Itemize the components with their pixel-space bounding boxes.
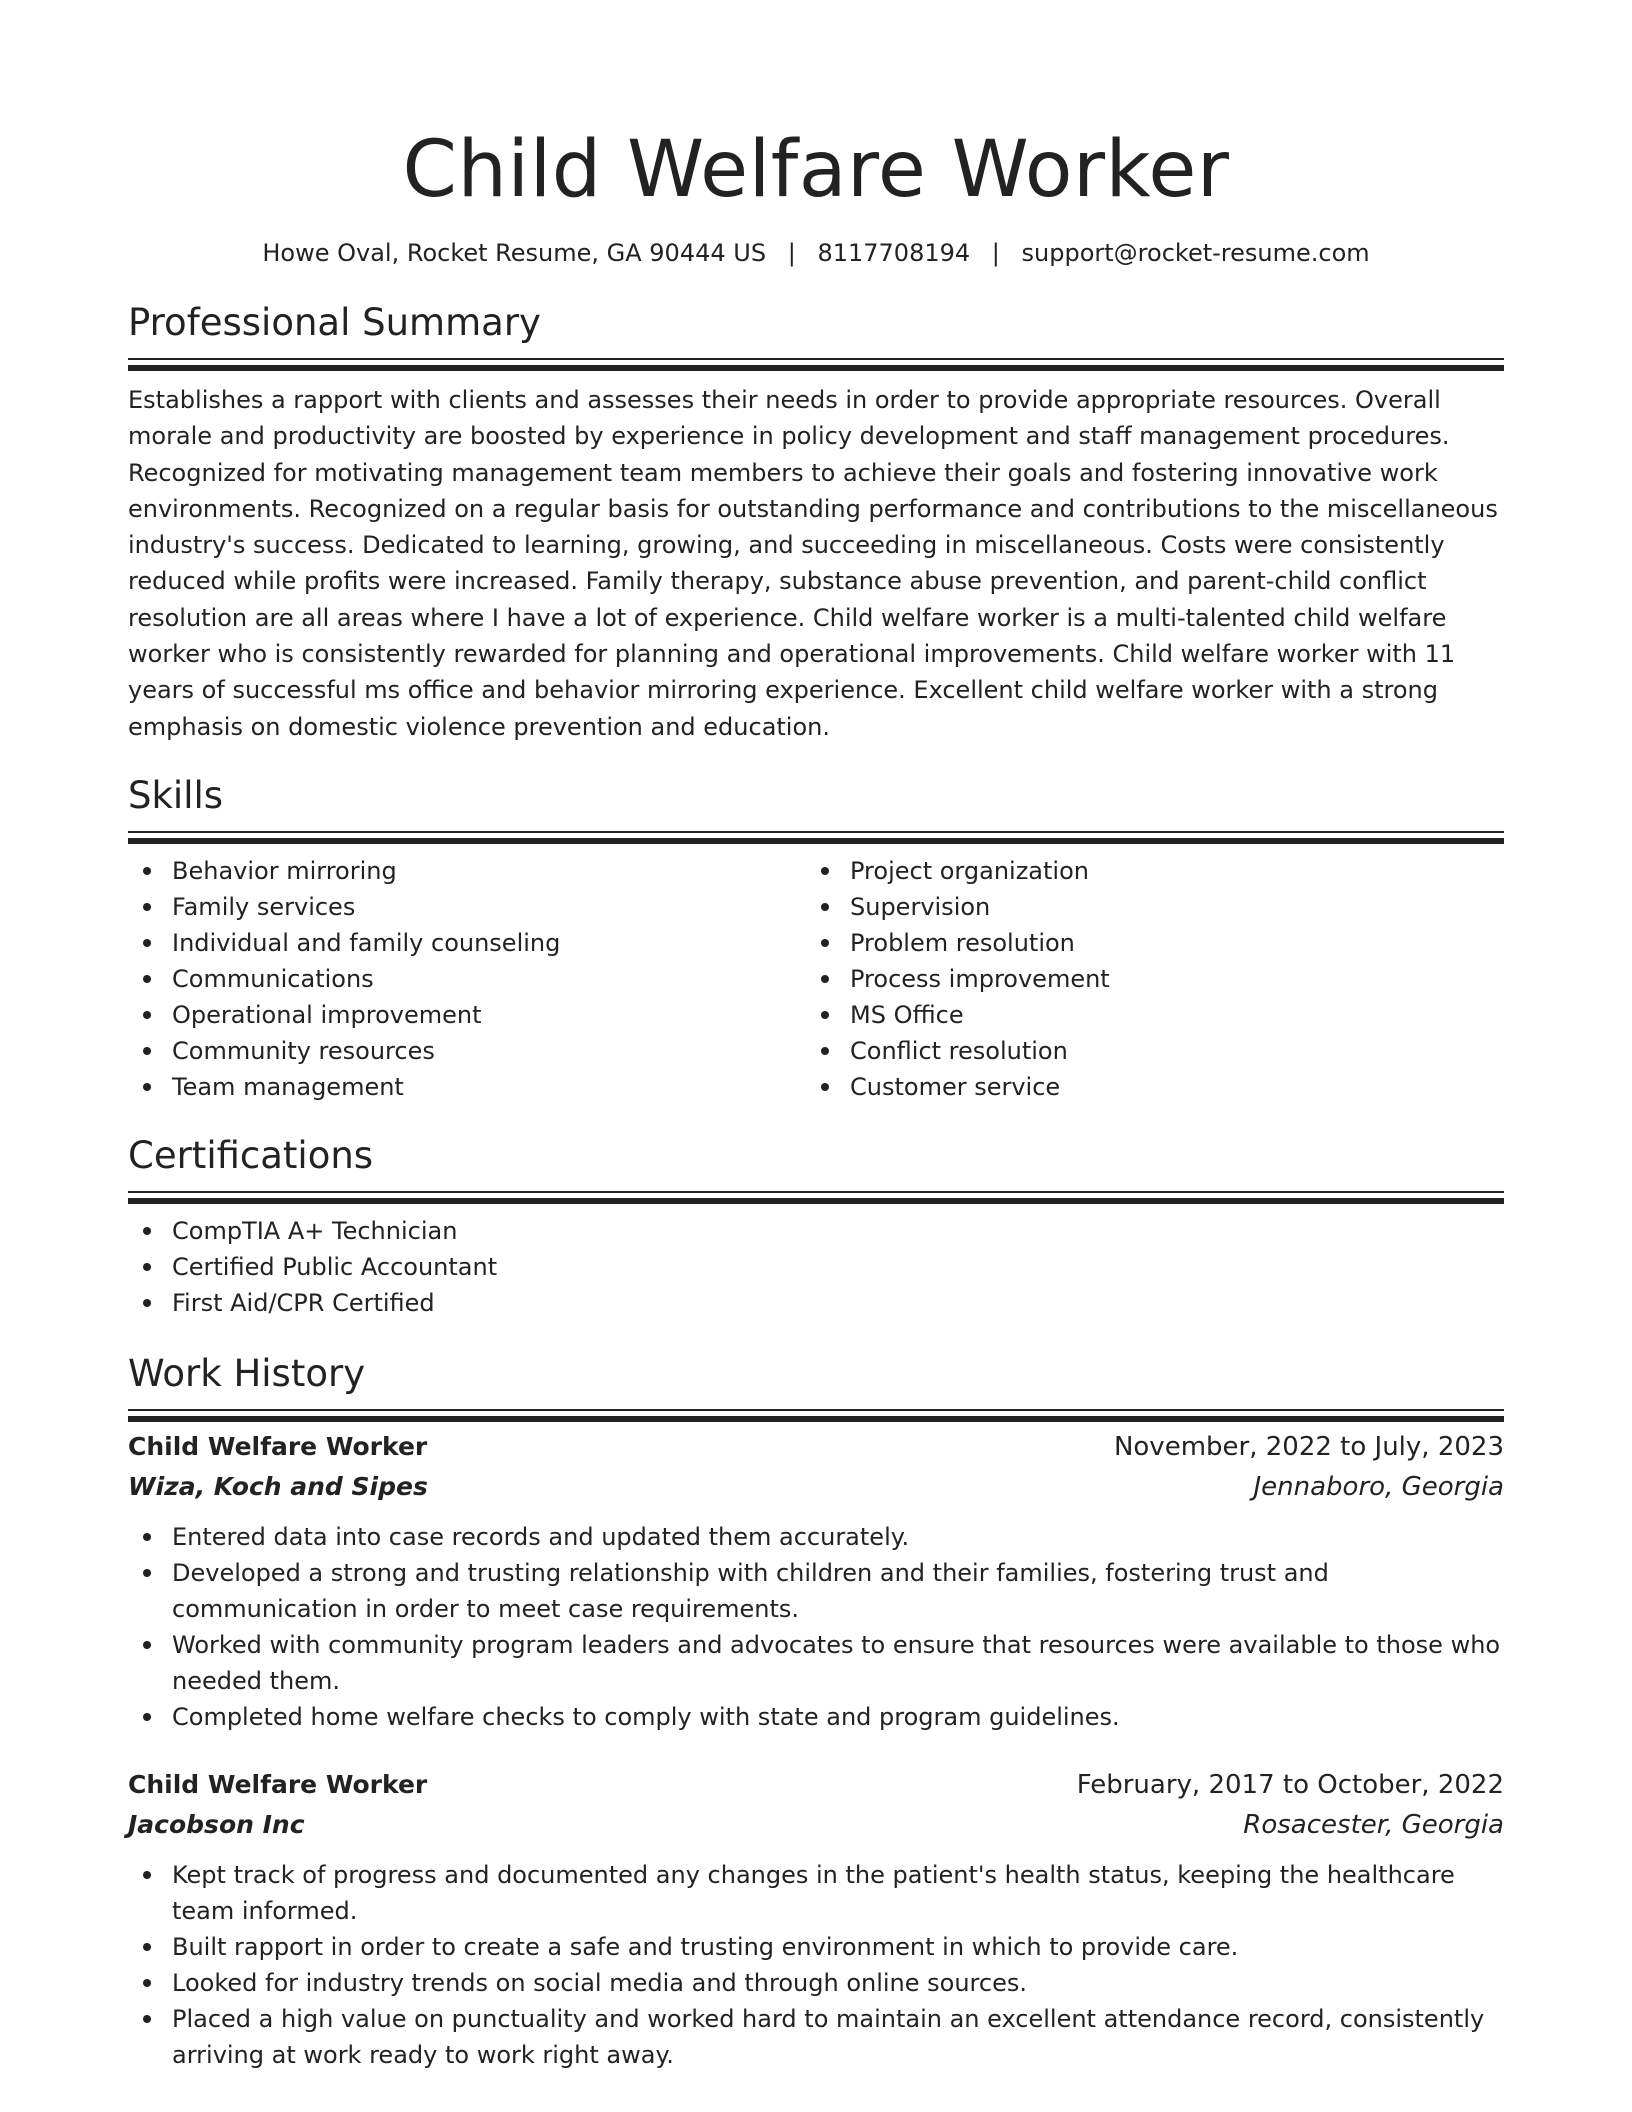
certifications-list: [128, 1213, 1504, 1321]
job-dates: February, 2017 to October, 2022: [1076, 1769, 1504, 1800]
job-header: [128, 1427, 1504, 1467]
section-divider: [128, 1409, 1504, 1423]
skill-item: Family services: [128, 889, 806, 925]
skill-item: Behavior mirroring: [128, 853, 806, 889]
skill-item: Problem resolution: [806, 925, 1484, 961]
candidate-name: Child Welfare Worker: [402, 125, 1230, 215]
job-entry: [128, 1427, 1504, 1735]
contact-phone[interactable]: 8117708194: [817, 239, 971, 267]
section-title-summary: Professional Summary: [128, 301, 541, 344]
skills-grid: [128, 853, 1504, 1105]
job-title: Child Welfare Worker: [128, 1769, 428, 1799]
section-divider: [128, 1191, 1504, 1205]
skill-item: Conflict resolution: [806, 1033, 1484, 1069]
job-duty-item: Kept track of progress and documented any changes in the patient's health status, keeping the healthcare team informed.: [128, 1857, 1504, 1929]
work-history-section: [128, 1351, 1504, 2073]
certification-item: CompTIA A+ Technician: [128, 1213, 1504, 1249]
job-duty-item: Placed a high value on punctuality and worked hard to maintain an excellent attendance record, consistently arriving at work ready to work right away.: [128, 2001, 1504, 2073]
certifications-section: [128, 1133, 1504, 1321]
job-subheader: [128, 1467, 1504, 1507]
job-company: Wiza, Koch and Sipes: [128, 1471, 428, 1501]
job-title: Child Welfare Worker: [128, 1431, 428, 1461]
job-duty-item: Looked for industry trends on social media and through online sources.: [128, 1965, 1504, 2001]
summary-text: Establishes a rapport with clients and assesses their needs in order to provide appropriate resources. Overall morale and productivity are boosted by experience in policy development and staff management procedures. Recognized for motivating management team members to achieve their goals and fostering innovative work environments. Recognized on a regular basis for outstanding performance and contributions to the miscellaneous industry's success. Dedicated to learning, growing, and succeeding in miscellaneous. Costs were consistently reduced while profits were increased. Family therapy, substance abuse prevention, and parent-child conflict resolution are all areas where I have a lot of experience. Child welfare worker is a multi-talented child welfare worker who is consistently rewarded for planning and operational improvements. Child welfare worker with 11 years of successful ms office and behavior mirroring experience. Excellent child welfare worker with a strong emphasis on domestic violence prevention and education.: [128, 386, 1498, 741]
certification-item: Certified Public Accountant: [128, 1249, 1504, 1285]
skill-item: Project organization: [806, 853, 1484, 889]
contact-line: [128, 236, 1504, 270]
skill-item: Operational improvement: [128, 997, 806, 1033]
resume-page: [128, 0, 1504, 2073]
job-subheader: [128, 1805, 1504, 1845]
skill-item: Communications: [128, 961, 806, 997]
job-duties: [128, 1857, 1504, 2073]
job-duty-item: Developed a strong and trusting relationship with children and their families, fostering trust and communication in order to meet case requirements.: [128, 1555, 1504, 1627]
skill-item: MS Office: [806, 997, 1484, 1033]
skills-section: [128, 773, 1504, 1105]
section-title-certifications: Certifications: [128, 1133, 374, 1177]
skill-item: Customer service: [806, 1069, 1484, 1105]
job-location: Rosacester, Georgia: [1243, 1809, 1504, 1840]
contact-separator: |: [787, 239, 796, 267]
skill-item: Process improvement: [806, 961, 1484, 997]
job-duty-item: Completed home welfare checks to comply with state and program guidelines.: [128, 1699, 1504, 1735]
section-divider: [128, 358, 1504, 372]
job-duty-item: Worked with community program leaders and advocates to ensure that resources were available to those who needed them.: [128, 1627, 1504, 1699]
contact-separator: |: [991, 239, 1000, 267]
job-header: [128, 1765, 1504, 1805]
job-duty-item: Built rapport in order to create a safe and trusting environment in which to provide care.: [128, 1929, 1504, 1965]
skill-item: Team management: [128, 1069, 806, 1105]
skill-item: Community resources: [128, 1033, 806, 1069]
contact-email[interactable]: support@rocket-resume.com: [1021, 239, 1370, 267]
job-entry: [128, 1765, 1504, 2073]
job-location: Jennaboro, Georgia: [1253, 1471, 1504, 1502]
skills-right-column: [806, 853, 1484, 1105]
section-divider: [128, 831, 1504, 845]
summary-section: [128, 300, 1504, 745]
job-duty-item: Entered data into case records and updated them accurately.: [128, 1519, 1504, 1555]
contact-address: Howe Oval, Rocket Resume, GA 90444 US: [262, 239, 767, 267]
skill-item: Supervision: [806, 889, 1484, 925]
skill-item: Individual and family counseling: [128, 925, 806, 961]
certification-item: First Aid/CPR Certified: [128, 1285, 1504, 1321]
skills-left-column: [128, 853, 806, 1105]
job-company: Jacobson Inc: [128, 1809, 305, 1839]
section-title-work-history: Work History: [128, 1351, 366, 1395]
job-dates: November, 2022 to July, 2023: [1113, 1431, 1504, 1462]
job-duties: [128, 1519, 1504, 1735]
section-title-skills: Skills: [128, 773, 224, 817]
